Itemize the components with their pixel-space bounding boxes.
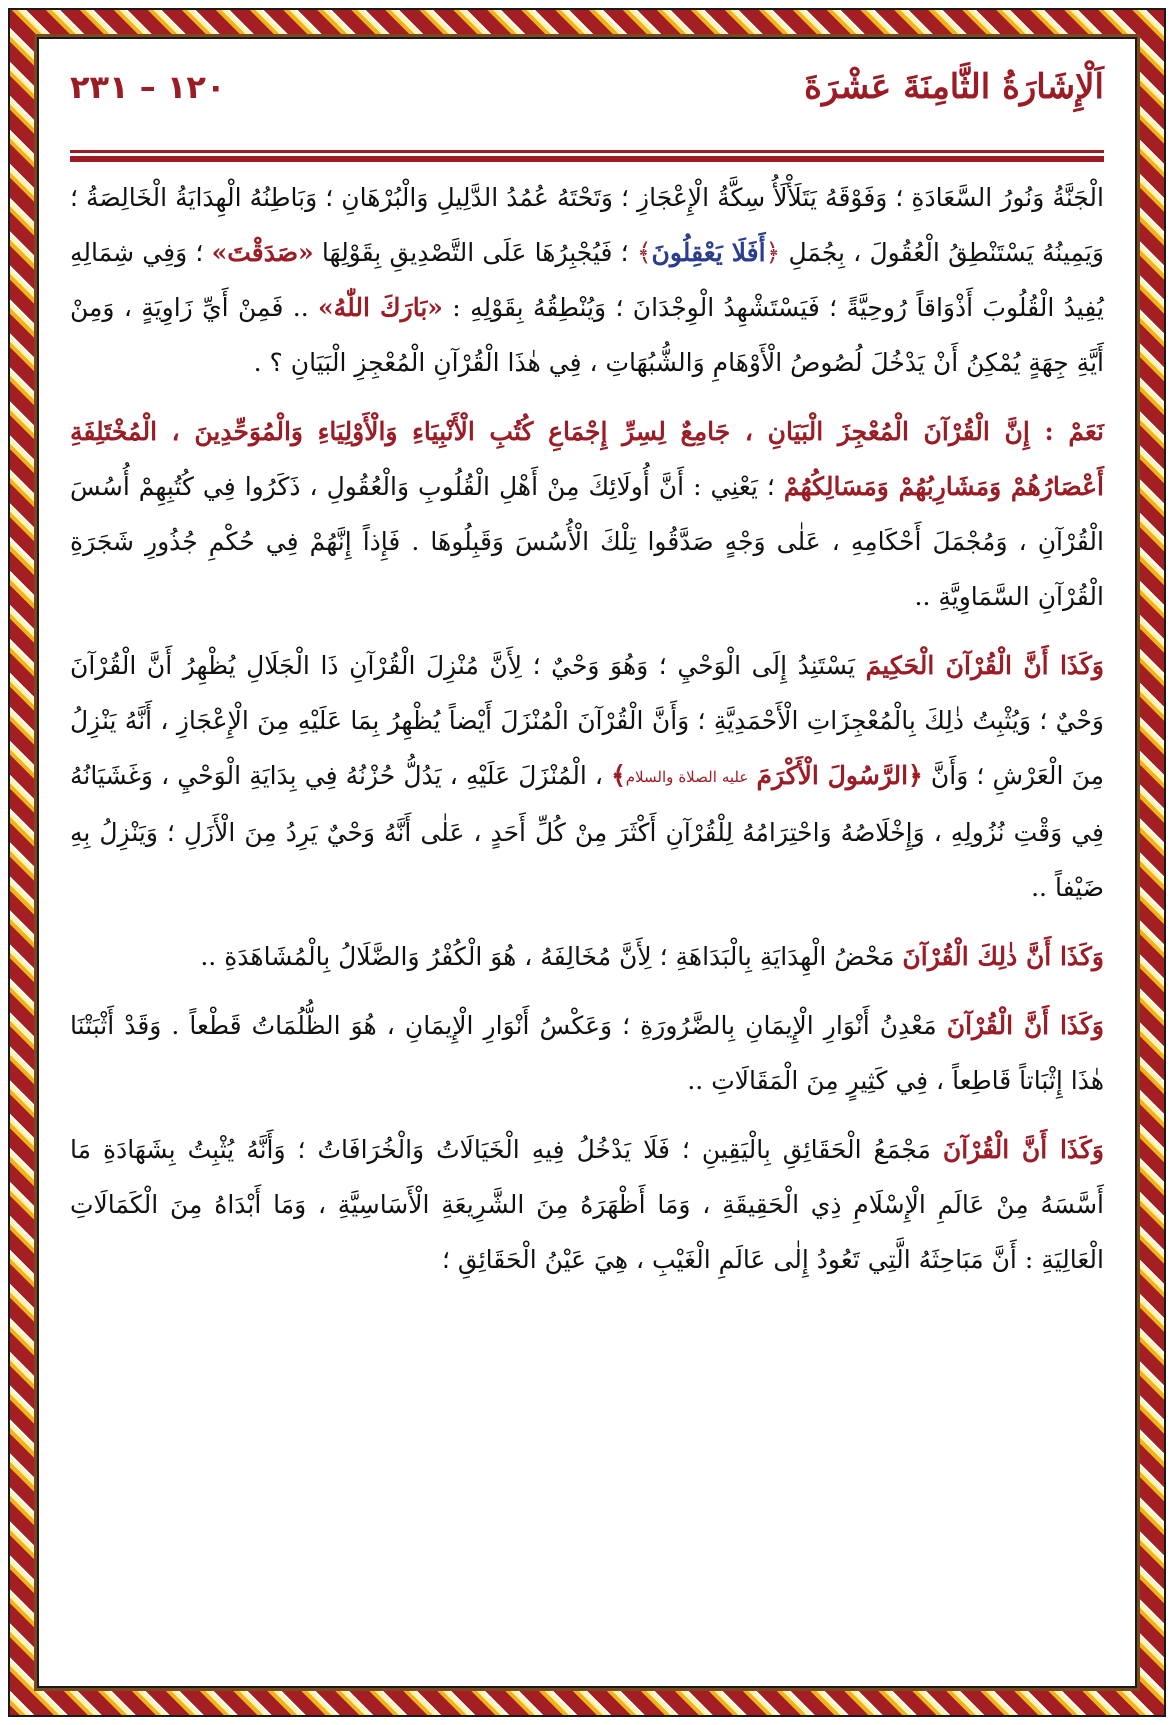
text-run: مَعْدِنُ أَنْوَارِ الْإِيمَانِ بِالضَّرُورَةِ ؛ وَعَكْسُ أَنْوَارِ الْإِيمَانِ ، هُوَ الظُّلُمَاتُ قَطْعاً . وَقَدْ أَثْبَتْنَا هٰذَا إِثْبَاتاً قَاطِعاً ، فِي كَثِيرٍ مِنَ الْمَقَالَاتِ ..	[70, 1011, 1104, 1095]
text-run: مَحْضُ الْهِدَايَةِ بِالْبَدَاهَةِ ؛ لِأَنَّ مُخَالِفَهُ ، هُوَ الْكُفْرُ وَالضَّلَالُ بِالْمُشَاهَدَةِ ..	[200, 942, 903, 971]
text-run: ؛ يَعْنِي : أَنَّ أُولَائِكَ مِنْ أَهْلِ الْقُلُوبِ وَالْعُقُولِ ، ذَكَرُوا فِي كُتُبِهِمْ أُسُسَ الْقُرْآنِ ، وَمُجْمَلَ أَحْكَامِهِ ، عَلٰى وَجْهٍ صَدَّقُوا تِلْكَ الْأُسُسَ وَقَبِلُوهَا . فَإِذاً إِنَّهُمْ فِي حُكْمِ جُذُورِ شَجَرَةِ الْقُرْآنِ السَّمَاوِيَّةِ ..	[70, 472, 1104, 611]
text-run: ، الْمُنْزَلَ عَلَيْهِ ، يَدُلُّ حُزْنُهُ فِي بِدَايَةِ الْوَحْيِ ، وَغَشَيَانُهُ فِي وَقْتِ نُزُولِهِ ، وَإِخْلَاصُهُ وَاحْتِرَامُهُ لِلْقُرْآنِ أَكْثَرَ مِنْ كُلِّ أَحَدٍ ، عَلٰى أَنَّهُ وَحْيٌ يَرِدُ مِنَ الْأَزَلِ ؛ وَيَنْزِلُ بِهِ ضَيْفاً ..	[70, 761, 1104, 902]
paragraph-4	[70, 929, 1104, 984]
paragraph-6	[70, 1122, 1104, 1287]
header-rule-thin	[70, 150, 1104, 153]
text-run: مَجْمَعُ الْحَقَائِقِ بِالْيَقِينِ ؛ فَلَا يَدْخُلُ فِيهِ الْخَيَالَاتُ وَالْخُرَافَاتُ ؛ وَأَنَّهُ يُثْبِتُ بِشَهَادَةِ مَا أَسَّسَهُ مِنْ عَالَمِ الْإِسْلَامِ ذِي الْحَقِيقَةِ ، وَمَا أَظْهَرَهُ مِنَ الشَّرِيعَةِ الْأَسَاسِيَّةِ ، وَمَا أَبْدَاهُ مِنَ الْكَمَالَاتِ الْعَالِيَةِ : أَنَّ مَبَاحِثَهُ الَّتِي تَعُودُ إِلٰى عَالَمِ الْغَيْبِ ، هِيَ عَيْنُ الْحَقَائِقِ ؛	[70, 1135, 1104, 1274]
bracket-close: ﴾	[611, 761, 626, 790]
text-run: .. فَمِنْ أَيِّ زَاوِيَةٍ ، وَمِنْ أَيَّةِ جِهَةٍ يُمْكِنُ أَنْ يَدْخُلَ لُصُوصُ الْأَوْهَامِ وَالشُّبُهَاتِ ، فِي هٰذَا الْقُرْآنِ الْمُعْجِزِ الْبَيَانِ ؟ .	[70, 293, 1104, 377]
text-run: ؛ فَيُجْبِرُهَا عَلَى التَّصْدِيقِ بِقَوْلِهَا	[313, 238, 637, 267]
text-run: ؛ وَفِي شِمَالِهِ يُفِيدُ الْقُلُوبَ أَذْوَاقاً رُوحِيَّةً ؛ فَيَسْتَشْهِدُ الْوِجْدَانَ ؛ وَيُنْطِقُهُ بِقَوْلِهِ :	[70, 238, 1104, 322]
prophet-name: ﴿الرَّسُولَ الْأَكْرَمَ	[756, 761, 923, 790]
document-content	[70, 170, 1104, 1665]
page-header	[70, 52, 1104, 122]
quran-verse: أَفَلَا يَعْقِلُونَ	[651, 238, 766, 267]
paragraph-1	[70, 170, 1104, 390]
honorific-glyph: عليه الصلاة والسلام	[625, 768, 749, 786]
quran-bracket-close: ﴾	[636, 238, 652, 267]
header-rule-thick	[70, 156, 1104, 162]
quote-barakallah: «بَارَكَ اللّٰهُ»	[318, 293, 443, 322]
emphasis-heading: وَكَذَا أَنَّ الْقُرْآنَ	[942, 1135, 1104, 1164]
emphasis-heading: وَكَذَا أَنَّ الْقُرْآنَ الْحَكِيمَ	[865, 651, 1104, 680]
paragraph-3	[70, 638, 1104, 915]
section-title: اَلْإِشَارَةُ الثَّامِنَةَ عَشْرَةَ	[804, 67, 1104, 107]
paragraph-2	[70, 404, 1104, 624]
emphasis-heading: نَعَمْ : إِنَّ الْقُرْآنَ الْمُعْجِزَ الْبَيَانِ ، جَامِعٌ لِسِرِّ إِجْمَاعِ كُتُبِ الْأَنْبِيَاءِ وَالْأَوْلِيَاءِ وَالْمُوَحِّدِينَ ، الْمُخْتَلِفَةِ أَعْصَارُهُمْ وَمَشَارِبُهُمْ وَمَسَالِكُهُمْ	[70, 417, 1104, 501]
quran-bracket-open: ﴿	[765, 238, 781, 267]
emphasis-heading: وَكَذَا أَنَّ ذٰلِكَ الْقُرْآنَ	[902, 942, 1104, 971]
text-run: الْجَنَّةُ وَنُورُ السَّعَادَةِ ؛ وَفَوْقَهُ يَتَلَأْلَأُ سِكَّةُ الْإِعْجَازِ ؛ وَتَحْتَهُ عُمُدُ الدَّلِيلِ وَالْبُرْهَانِ ؛ وَبَاطِنُهُ الْهِدَايَةُ الْخَالِصَةُ ؛ وَيَمِينُهُ يَسْتَنْطِقُ الْعُقُولَ ، بِجُمَلِ	[70, 183, 1104, 267]
quote-sadaqta: «صَدَقْتَ»	[211, 238, 314, 267]
text-run: يَسْتَنِدُ إِلَى الْوَحْيِ ؛ وَهُوَ وَحْيٌ ؛ لِأَنَّ مُنْزِلَ الْقُرْآنِ ذَا الْجَلَالِ يُظْهِرُ أَنَّ الْقُرْآنَ وَحْيٌ ؛ وَيُثْبِتُ ذٰلِكَ بِالْمُعْجِزَاتِ الْأَحْمَدِيَّةِ ؛ وَأَنَّ الْقُرْآنَ الْمُنْزَلَ أَيْضاً يُظْهِرُ بِمَا عَلَيْهِ مِنَ الْإِعْجَازِ ، أَنَّهُ يَنْزِلُ مِنَ الْعَرْشِ ؛ وَأَنَّ	[70, 651, 1104, 790]
page-range: ١٢٠ – ٢٣١	[70, 68, 226, 106]
paragraph-5	[70, 998, 1104, 1108]
emphasis-heading: وَكَذَا أَنَّ الْقُرْآنَ	[946, 1011, 1104, 1040]
